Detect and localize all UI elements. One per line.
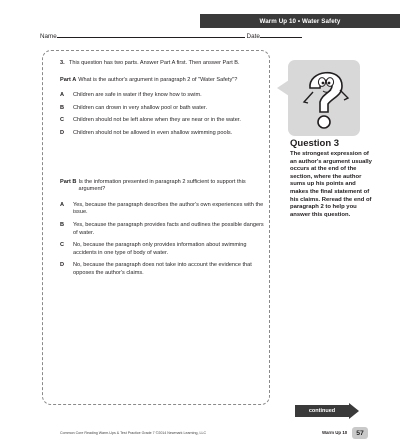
part-a-option-c[interactable]: [60, 117, 266, 125]
part-b-option-a[interactable]: [60, 202, 266, 217]
part-a-option-b[interactable]: [60, 105, 266, 113]
option-text: No, because the paragraph does not take into account the evidence that opposes the author's claims.: [73, 262, 252, 276]
sidebar-text: The strongest expression of an author's argument usually occurs at the end of the section, where the author sums up his points and makes the final statement of his claims. Reread the end of paragraph 2 to help you answer this question.: [290, 151, 372, 218]
part-b-prompt: [60, 179, 266, 194]
sidebar-title: Question 3: [290, 138, 340, 149]
arrow-right-icon: [349, 403, 359, 419]
header-bar: [200, 14, 400, 28]
copyright-footer: Common Core Reading Warm-Ups & Test Practice Grade 7 ©2014 Newmark Learning, LLC: [60, 431, 207, 435]
question-content: [60, 60, 266, 278]
option-text: Children are safe in water if they know how to swim.: [73, 92, 202, 99]
option-text: No, because the paragraph only provides information about swimming accidents in one type of body of water.: [73, 242, 247, 256]
part-b-label: Part B: [60, 178, 77, 185]
option-letter: B: [60, 221, 65, 228]
date-label: Date: [246, 33, 260, 40]
date-field[interactable]: [260, 32, 302, 38]
question-intro: [60, 60, 266, 68]
continued-label: continued: [295, 405, 349, 417]
option-text: Yes, because the paragraph provides facts and outlines the possible dangers of water.: [73, 221, 264, 236]
option-letter: B: [60, 104, 65, 111]
part-a-prompt: [60, 77, 266, 85]
continued-indicator: [295, 405, 360, 419]
option-letter: D: [60, 129, 65, 136]
option-letter: D: [60, 262, 65, 269]
option-text: Children can drown in very shallow pool or bath water.: [73, 104, 208, 111]
question-mark-mascot-icon: [296, 62, 354, 134]
page-number: 57: [352, 427, 368, 439]
option-letter: C: [60, 117, 65, 124]
option-letter: A: [60, 201, 65, 208]
option-text: Children should not be allowed in even shallow swimming pools.: [73, 129, 233, 136]
name-field[interactable]: [57, 32, 245, 38]
option-letter: C: [60, 242, 65, 249]
part-a-option-a[interactable]: [60, 92, 266, 100]
part-b-option-c[interactable]: [60, 242, 266, 257]
question-intro-text: This question has two parts. Answer Part A first. Then answer Part B.: [69, 60, 240, 66]
name-label: Name: [40, 33, 57, 40]
header-title: Warm Up 10 • Water Safety: [259, 17, 341, 25]
question-number: 3.: [60, 60, 65, 66]
part-a-option-d[interactable]: [60, 130, 266, 138]
option-text: Children should not be left alone when they are near or in the water.: [73, 117, 241, 124]
part-b-option-d[interactable]: [60, 262, 266, 277]
part-b-option-b[interactable]: [60, 222, 266, 237]
footer-warmup-label: Warm Up 10: [322, 430, 348, 435]
part-b-text: Is the information presented in paragraph 2 sufficient to support this argument?: [78, 178, 246, 193]
name-date-line: [40, 32, 362, 40]
part-a-label: Part A: [60, 76, 77, 83]
option-letter: A: [60, 92, 65, 99]
option-text: Yes, because the paragraph describes the author's own experiences with the issue.: [73, 201, 264, 216]
part-a-text: What is the author's argument in paragraph 2 of "Water Safety"?: [78, 76, 238, 83]
